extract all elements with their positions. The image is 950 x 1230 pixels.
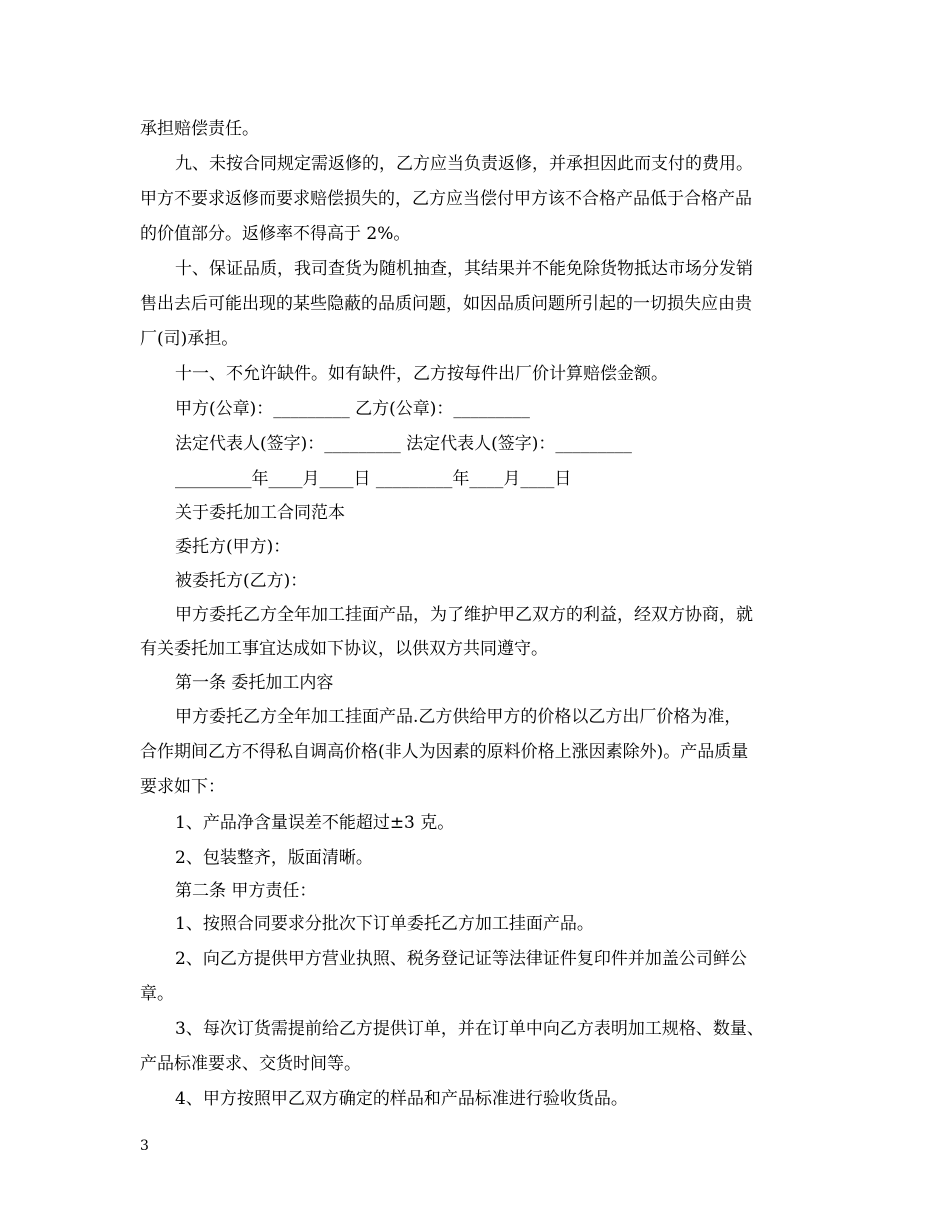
list-item: 2、包装整齐，版面清晰。 [175, 848, 373, 868]
date-line: _________年____月____日 _________年____月____日 [175, 469, 572, 489]
list-item: 1、产品净含量误差不能超过±3 克。 [175, 813, 455, 833]
party-a-line: 委托方(甲方)： [175, 537, 291, 557]
paragraph-line: 承担赔偿责任。 [140, 119, 259, 139]
paragraph-line: 售出去后可能出现的某些隐蔽的品质问题，如因品质问题所引起的一切损失应由贵 [140, 294, 752, 314]
paragraph-line: 章。 [140, 984, 174, 1004]
paragraph-line: 产品标准要求、交货时间等。 [140, 1054, 361, 1074]
paragraph-line: 合作期间乙方不得私自调高价格(非人为因素的原料价格上涨因素除外)。产品质量 [140, 742, 749, 762]
paragraph-line: 十、保证品质，我司查货为随机抽查，其结果并不能免除货物抵达市场分发销 [175, 259, 753, 279]
paragraph-line: 要求如下： [140, 777, 225, 797]
signature-line: 甲方(公章)：_________ 乙方(公章)：_________ [175, 399, 530, 419]
paragraph-line: 厂(司)承担。 [140, 329, 239, 349]
paragraph-line: 九、未按合同规定需返修的，乙方应当负责返修，并承担因此而支付的费用。 [175, 154, 753, 174]
party-b-line: 被委托方(乙方)： [175, 571, 308, 591]
list-item: 1、按照合同要求分批次下订单委托乙方加工挂面产品。 [175, 914, 594, 934]
list-item: 3、每次订货需提前给乙方提供订单，并在订单中向乙方表明加工规格、数量、 [175, 1019, 764, 1039]
paragraph-line: 有关委托加工事宜达成如下协议，以供双方共同遵守。 [140, 639, 548, 659]
page-number: 3 [140, 1138, 149, 1154]
list-item: 4、甲方按照甲乙双方确定的样品和产品标准进行验收货品。 [175, 1089, 628, 1109]
list-item: 2、向乙方提供甲方营业执照、税务登记证等法律证件复印件并加盖公司鲜公 [175, 949, 747, 969]
paragraph-line: 的价值部分。返修率不得高于 2%。 [140, 224, 411, 244]
signature-line: 法定代表人(签字)：_________ 法定代表人(签字)：_________ [175, 434, 632, 454]
paragraph-line: 甲方委托乙方全年加工挂面产品.乙方供给甲方的价格以乙方出厂价格为准， [175, 707, 742, 727]
paragraph-line: 十一、不允许缺件。如有缺件，乙方按每件出厂价计算赔偿金额。 [175, 364, 668, 384]
paragraph-line: 甲方委托乙方全年加工挂面产品，为了维护甲乙双方的利益，经双方协商，就 [175, 605, 753, 625]
section-heading: 第二条 甲方责任： [175, 881, 317, 901]
document-title: 关于委托加工合同范本 [175, 503, 345, 523]
paragraph-line: 甲方不要求返修而要求赔偿损失的，乙方应当偿付甲方该不合格产品低于合格产品 [140, 189, 752, 209]
section-heading: 第一条 委托加工内容 [175, 673, 334, 693]
